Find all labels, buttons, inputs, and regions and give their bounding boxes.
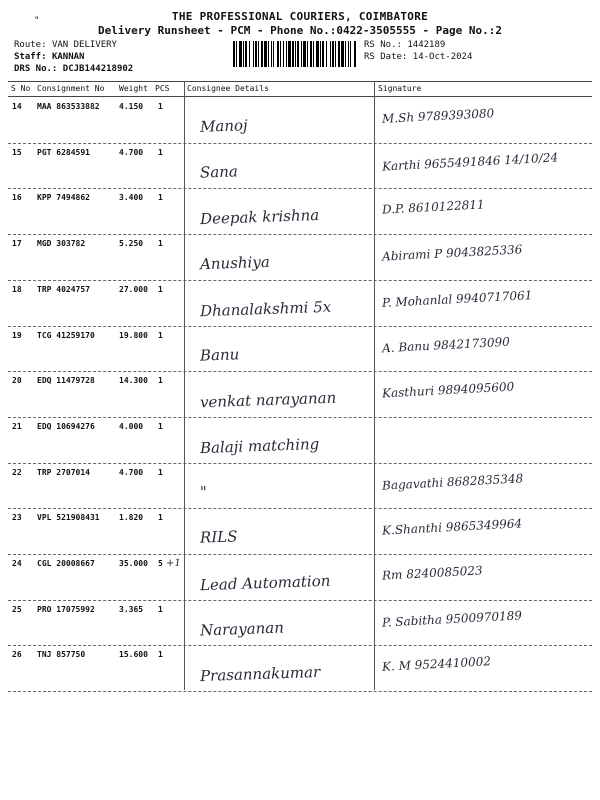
row-consignee-handwritten: Banu [199,344,240,365]
barcode-bar [341,41,344,67]
pcs-handwritten-mark: +1 [166,558,181,569]
row-divider [8,600,592,601]
row-consignment-no: MGD 303782 [37,239,86,249]
company-title: THE PROFESSIONAL COURIERS, COIMBATORE [171,10,429,23]
rs-no-line [364,39,445,51]
rs-no-label: RS No.: [364,40,402,50]
row-pcs: 1 [158,467,163,477]
col-header-weight: Weight [119,84,148,93]
barcode-bar [243,41,244,67]
row-sno: 14 [12,102,22,111]
barcode-bar [277,41,279,67]
barcode-bar [261,41,263,67]
row-divider [8,280,592,281]
col-header-signature: Signature [378,84,422,93]
row-consignee-handwritten: Manoj [199,116,248,136]
row-pcs: 1 [158,650,163,660]
barcode-bar [253,41,254,67]
row-pcs: 1 [158,604,163,614]
row-signature-handwritten: M.Sh 9789393080 [381,106,495,126]
row-consignment-no: MAA 863533882 [37,102,100,111]
row-signature-handwritten: K.Shanthi 9865349964 [381,516,523,538]
row-sno: 19 [12,330,22,340]
barcode-bar [295,41,296,67]
row-pcs: 1 [158,421,163,431]
row-consignee-handwritten: RILS [199,527,238,547]
barcode-bar [320,41,321,67]
row-weight: 3.400 [119,193,144,203]
row-sno: 15 [12,147,22,157]
barcode-bar [286,41,287,67]
drs-label: DRS No.: [14,64,58,74]
row-signature-handwritten: Kasthuri 9894095600 [381,379,515,401]
barcode-bar [330,41,331,67]
barcode-bar [233,41,235,67]
row-pcs: 1 [158,284,163,294]
row-consignee-handwritten: Narayanan [199,618,285,640]
barcode-bar [335,41,336,67]
row-weight: 4.700 [119,467,144,477]
row-divider [8,417,592,418]
row-sno: 21 [12,421,22,431]
barcode-bar [264,41,267,67]
table-header-rule [8,96,592,97]
row-signature-handwritten: Abirami P 9043825336 [381,242,523,264]
row-weight: 4.000 [119,421,144,431]
barcode-bar [258,41,259,67]
row-consignee-handwritten: Sana [199,162,239,182]
route-line [14,39,117,51]
consignee-column-divider [184,81,185,690]
row-weight: 19.800 [119,330,148,340]
row-signature-handwritten: Rm 8240085023 [381,563,483,583]
row-consignee-handwritten: Anushiya [199,252,271,274]
row-weight: 5.250 [119,239,144,249]
col-header-sno: S No [11,84,31,93]
row-signature-handwritten: P. Sabitha 9500970189 [381,608,523,630]
drs-line [14,63,133,75]
row-pcs: 1 [158,147,163,157]
row-consignment-no: EDQ 11479728 [37,376,95,386]
row-sno: 18 [12,284,22,294]
row-signature-handwritten: P. Mohanlal 9940717061 [381,287,533,310]
barcode-bar [249,41,250,67]
row-divider [8,234,592,235]
row-divider [8,691,592,692]
staff-label: Staff: [14,52,47,62]
row-consignment-no: EDQ 10694276 [37,421,95,431]
row-weight: 4.150 [119,102,144,111]
barcode-bar [268,41,269,67]
row-consignee-handwritten: Balaji matching [199,434,320,457]
barcode-bar [280,41,281,67]
row-signature-handwritten: Bagavathi 8682835348 [381,470,524,493]
row-pcs: 1 [158,513,163,523]
row-divider [8,463,592,464]
row-divider [8,554,592,555]
barcode-bar [326,41,327,67]
corner-mark: " [34,16,40,26]
barcode-bar [307,41,308,67]
row-sno: 22 [12,467,22,477]
row-weight: 3.365 [119,604,144,614]
row-consignee-handwritten: venkat narayanan [199,388,337,412]
row-consignee-handwritten: Prasannakumar [199,663,321,686]
route-value: VAN DELIVERY [51,40,117,50]
row-sno: 24 [12,559,22,568]
barcode-bar [354,41,356,67]
row-consignee-handwritten: " [199,482,208,501]
row-weight: 27.000 [119,284,148,294]
row-weight: 1.820 [119,513,144,523]
barcode-bar [348,41,349,67]
barcode-bar [338,41,340,67]
barcode-bar [283,41,284,67]
table-top-rule [8,81,592,82]
row-divider [8,645,592,646]
barcode-bar [245,41,247,67]
barcode-bar [271,41,272,67]
row-consignment-no: TRP 4024757 [37,284,90,294]
row-consignee-handwritten: Lead Automation [199,571,331,595]
route-label: Route: [14,40,47,50]
barcode-bar [322,41,324,67]
row-consignment-no: TCG 41259170 [37,330,95,340]
barcode-bar [288,41,291,67]
row-pcs: 1 [158,193,163,203]
barcode-bar [301,41,302,67]
barcode-bar [313,41,314,67]
col-header-pcs: PCS [155,84,170,93]
staff-line [14,51,84,63]
rs-date-value: 14-Oct-2024 [412,52,473,62]
row-signature-handwritten: A. Banu 9842173090 [381,334,511,355]
row-sno: 25 [12,604,22,614]
rs-date-line [364,51,472,63]
barcode-bar [236,41,237,67]
row-signature-handwritten: D.P. 8610122811 [381,197,485,218]
row-consignment-no: KPP 7494862 [37,193,90,203]
rs-date-label: RS Date: [364,52,408,62]
barcode-bar [310,41,312,67]
barcode-image [233,41,357,67]
barcode-bar [332,41,334,67]
row-divider [8,188,592,189]
row-sno: 23 [12,513,22,523]
row-weight: 35.000 [119,559,148,568]
row-weight: 4.700 [119,147,144,157]
drs-value: DCJB144218902 [62,64,134,74]
row-signature-handwritten: Karthi 9655491846 14/10/24 [381,150,559,174]
row-consignment-no: PRO 17075992 [37,604,95,614]
row-weight: 14.300 [119,376,148,386]
barcode-bar [239,41,242,67]
row-consignment-no: TNJ 857750 [37,650,86,660]
barcode-bar [292,41,294,67]
row-weight: 15.600 [119,650,148,660]
row-signature-handwritten: K. M 9524410002 [381,654,492,675]
barcode-bar [297,41,299,67]
rs-no-value: 1442189 [407,40,446,50]
row-pcs: 1 [158,376,163,386]
col-header-consignment: Consignment No [37,84,105,93]
barcode-bar [316,41,319,67]
row-divider [8,326,592,327]
row-consignment-no: VPL 521908431 [37,513,100,523]
row-consignee-handwritten: Deepak krishna [199,206,320,229]
row-pcs: 5 [158,559,163,568]
row-divider [8,508,592,509]
row-consignment-no: PGT 6284591 [37,147,90,157]
runsheet-subtitle: Delivery Runsheet - PCM - Phone No.:0422-3505555 - Page No.:2 [98,24,502,37]
row-sno: 26 [12,650,22,660]
row-sno: 16 [12,193,22,203]
row-consignment-no: CGL 20008667 [37,559,95,568]
row-divider [8,371,592,372]
row-sno: 17 [12,239,22,249]
barcode-bar [350,41,351,67]
col-header-consignee: Consignee Details [187,84,269,93]
row-pcs: 1 [158,239,163,249]
row-pcs: 1 [158,330,163,340]
signature-column-divider [374,81,375,690]
staff-value: KANNAN [51,52,85,62]
barcode-bar [273,41,274,67]
row-consignment-no: TRP 2707014 [37,467,90,477]
row-sno: 20 [12,376,22,386]
row-divider [8,143,592,144]
barcode-bar [303,41,306,67]
row-consignee-handwritten: Dhanalakshmi 5x [199,297,332,321]
barcode-bar [255,41,257,67]
barcode-bar [345,41,346,67]
row-pcs: 1 [158,102,163,111]
